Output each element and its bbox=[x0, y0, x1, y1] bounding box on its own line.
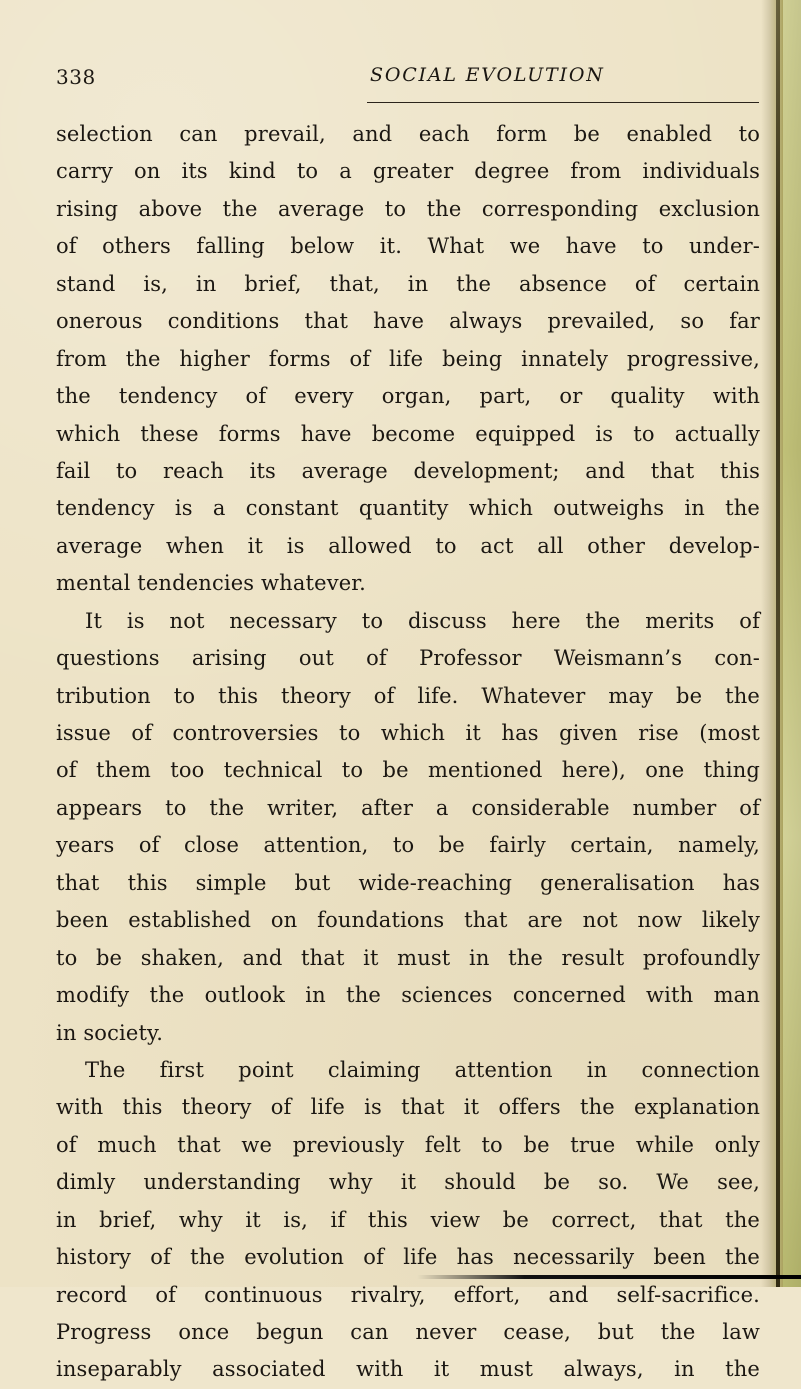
text-line: tendency is a constant quantity which outweighs in the bbox=[56, 496, 760, 521]
body-text bbox=[56, 116, 760, 1389]
text-line: fail to reach its average development; and that this bbox=[56, 458, 760, 483]
text-line: of much that we previously felt to be true while only bbox=[56, 1132, 760, 1157]
text-line: Progress once begun can never cease, but the law bbox=[56, 1320, 760, 1344]
text-line: appears to the writer, after a considerable number of bbox=[56, 795, 760, 820]
text-line: that this simple but wide-reaching generalisation has bbox=[56, 870, 760, 895]
text-line: average when it is allowed to act all other develop- bbox=[56, 533, 760, 558]
text-line: It is not necessary to discuss here the merits of bbox=[85, 608, 760, 633]
text-line: in brief, why it is, if this view be correct, that the bbox=[56, 1207, 760, 1232]
text-line: which these forms have become equipped is to actually bbox=[56, 421, 760, 446]
text-line: of them too technical to be mentioned here), one thing bbox=[56, 758, 760, 783]
text-line: stand is, in brief, that, in the absence of certain bbox=[56, 271, 760, 296]
text-line: mental tendencies whatever. bbox=[56, 571, 366, 596]
text-line: modify the outlook in the sciences concerned with man bbox=[56, 983, 760, 1008]
text-line: selection can prevail, and each form be enabled to bbox=[56, 122, 760, 146]
running-head: SOCIAL EVOLUTION bbox=[370, 64, 605, 86]
bottom-page-shadow bbox=[417, 1275, 801, 1279]
text-line: rising above the average to the corresponding exclusion bbox=[56, 196, 760, 221]
text-line: tribution to this theory of life. Whatever may be the bbox=[56, 683, 760, 708]
text-line: with this theory of life is that it offers the explanation bbox=[56, 1095, 760, 1120]
text-line: been established on foundations that are not now likely bbox=[56, 908, 760, 933]
text-line: the tendency of every organ, part, or quality with bbox=[56, 384, 760, 409]
text-line: years of close attention, to be fairly certain, namely, bbox=[56, 833, 760, 858]
page-edge-line bbox=[776, 0, 780, 1287]
text-line: to be shaken, and that it must in the result profoundly bbox=[56, 945, 760, 970]
page-edge-binding bbox=[783, 0, 801, 1287]
text-line: of others falling below it. What we have to under- bbox=[56, 234, 760, 259]
text-line: history of the evolution of life has necessarily been the bbox=[56, 1245, 760, 1270]
text-line: The first point claiming attention in connection bbox=[85, 1057, 760, 1082]
text-line: record of continuous rivalry, effort, and self-sacrifice. bbox=[56, 1282, 760, 1307]
text-line: in society. bbox=[56, 1020, 164, 1045]
text-line: questions arising out of Professor Weismann’s con- bbox=[56, 646, 760, 671]
text-line: inseparably associated with it must always, in the bbox=[56, 1357, 760, 1382]
page-number: 338 bbox=[56, 65, 96, 89]
text-line: onerous conditions that have always prevailed, so far bbox=[56, 309, 760, 334]
text-line: dimly understanding why it should be so. We see, bbox=[56, 1170, 760, 1195]
text-line: issue of controversies to which it has given rise (most bbox=[56, 721, 760, 745]
header-rule bbox=[367, 102, 759, 103]
page-header bbox=[56, 58, 760, 98]
text-line: carry on its kind to a greater degree from individuals bbox=[56, 159, 760, 184]
text-line: from the higher forms of life being innately progressive, bbox=[56, 346, 760, 371]
